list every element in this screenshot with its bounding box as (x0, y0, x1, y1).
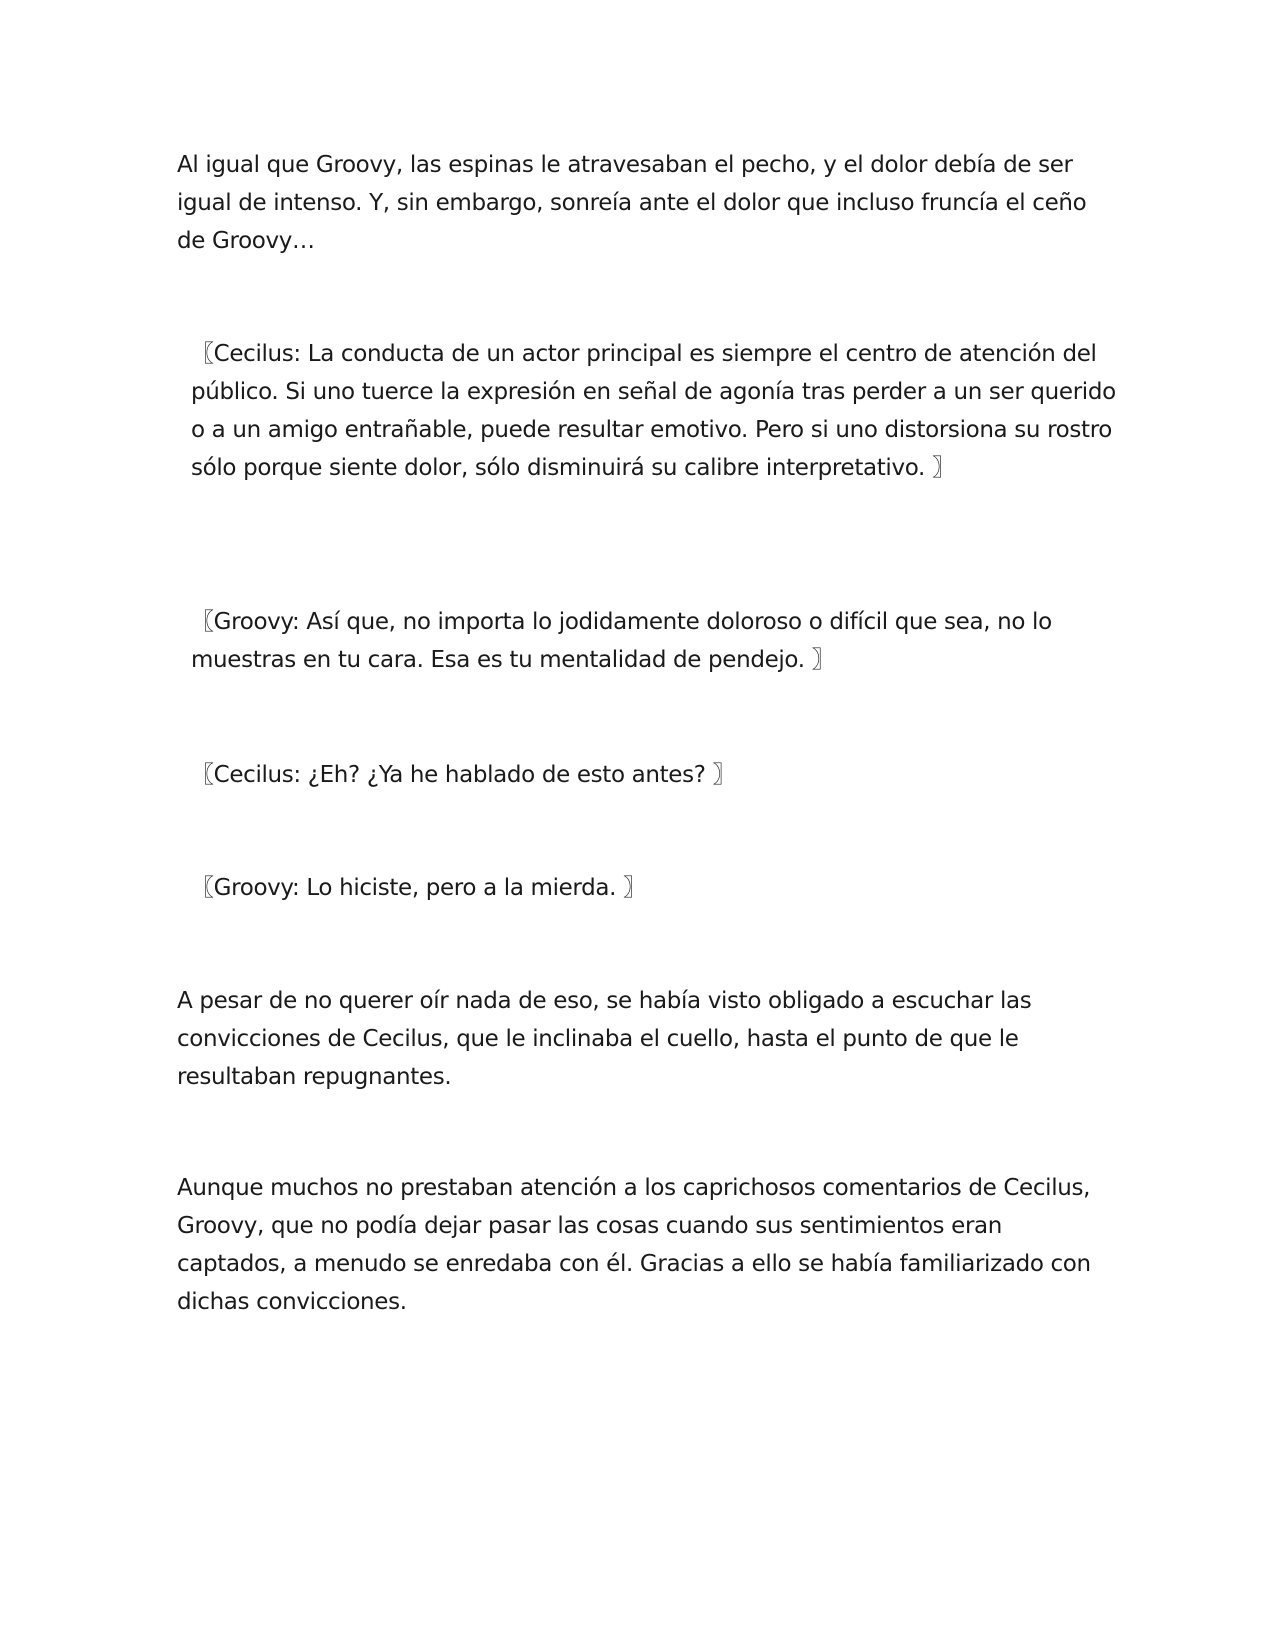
dialogue-groovy-paragraph: 〖Groovy: Así que, no importa lo jodidamente doloroso o difícil que sea, no lo muestras en tu cara. Esa es tu mentalidad de pendejo. 〗 (191, 609, 1052, 673)
narration-paragraph: Aunque muchos no prestaban atención a los caprichosos comentarios de Cecilus, Groovy, que no podía dejar pasar las cosas cuando sus sentimientos eran captados, a menudo se enredaba con él. Gracias a ello se había familiarizado con dichas convicciones. (177, 1175, 1091, 1315)
narration-paragraph: A pesar de no querer oír nada de eso, se había visto obligado a escuchar las convicciones de Cecilus, que le inclinaba el cuello, hasta el punto de que le resultaban repugnantes. (177, 988, 1032, 1090)
dialogue-cecilus-paragraph: 〖Cecilus: ¿Eh? ¿Ya he hablado de esto antes? 〗 (191, 762, 736, 788)
dialogue-cecilus-paragraph: 〖Cecilus: La conducta de un actor principal es siempre el centro de atención del público. Si uno tuerce la expresión en señal de agonía tras perder a un ser querido o a un amigo entrañable, puede resultar emotivo. Pero si uno distorsiona su rostro sólo porque siente dolor, sólo disminuirá su calibre interpretativo. 〗 (191, 341, 1116, 481)
narration-paragraph: Al igual que Groovy, las espinas le atravesaban el pecho, y el dolor debía de ser igual de intenso. Y, sin embargo, sonreía ante el dolor que incluso fruncía el ceño de Groovy… (177, 152, 1087, 254)
dialogue-groovy-paragraph: 〖Groovy: Lo hiciste, pero a la mierda. 〗 (191, 875, 646, 901)
